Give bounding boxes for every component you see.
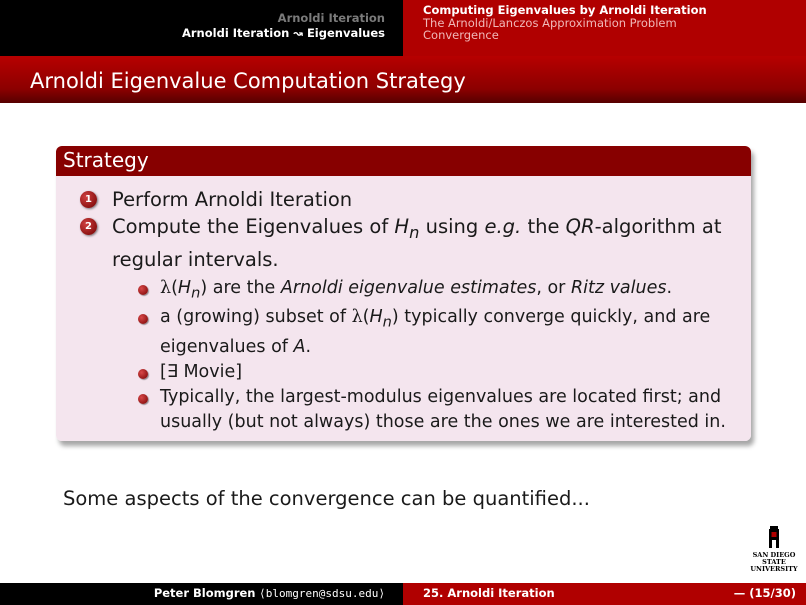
footer-email: ⟨blomgren@sdsu.edu⟩ — [259, 587, 385, 600]
sub-item-4 — [76, 385, 741, 435]
sub-item-2 — [76, 305, 741, 360]
header-section-link[interactable]: Arnoldi Iteration — [277, 11, 385, 25]
enum-text-2-post: -algorithm at regular intervals. — [112, 215, 722, 271]
footer-talk-title: 25. Arnoldi Iteration — [423, 586, 555, 600]
university-tower-icon — [767, 526, 781, 548]
math-A: A — [293, 336, 306, 357]
sdsu-logo — [744, 526, 804, 573]
logo-line-1: SAN DIEGO STATE — [752, 551, 796, 566]
header-subsection-1[interactable]: Computing Eigenvalues by Arnoldi Iteration — [423, 3, 707, 17]
math-paren: ( — [362, 307, 370, 328]
sub-item-1-em2: Ritz values — [570, 277, 667, 298]
body-paragraph: Some aspects of the convergence can be quantified... — [63, 487, 590, 510]
math-lambda: λ — [160, 277, 172, 298]
math-paren: ) — [200, 277, 208, 298]
enum-text-2-the: the — [521, 215, 566, 238]
header-current-subsection[interactable]: Arnoldi Iteration ↝ Eigenvalues — [181, 26, 385, 40]
bullet-icon — [138, 369, 148, 379]
enum-item-1 — [76, 186, 741, 213]
sub-item-1-mid: , or — [536, 277, 571, 298]
math-paren: ( — [171, 277, 178, 298]
math-lambda: λ — [351, 307, 363, 328]
logo-line-2: UNIVERSITY — [750, 565, 798, 573]
header-subsection-nav — [403, 0, 806, 56]
block-title: Strategy — [56, 146, 751, 176]
math-H: H — [369, 307, 383, 328]
sub-item-1-text: are the — [207, 277, 281, 298]
footer-author-name: Peter Blomgren — [153, 586, 256, 600]
sub-item-2-end: . — [305, 336, 312, 357]
math-H: H — [177, 277, 192, 298]
bullet-icon — [138, 314, 148, 324]
sub-item-2-post: ) typically converge quickly, and are eigenvalues of — [160, 307, 711, 357]
sub-item-1-end: . — [666, 277, 673, 298]
enum-text-2-eg: e.g. — [484, 215, 522, 238]
footer-talk — [403, 583, 806, 605]
enum-number-2-icon: 2 — [80, 218, 97, 235]
math-qr: QR — [565, 215, 595, 238]
movie-link[interactable]: [∃ Movie] — [160, 361, 243, 382]
enum-number-1-icon: 1 — [80, 191, 97, 208]
sub-item-1-em1: Arnoldi eigenvalue estimates — [280, 277, 537, 298]
enum-text-2-mid: using — [419, 215, 485, 238]
math-H: H — [394, 215, 410, 238]
sub-item-4-text: Typically, the largest-modulus eigenvalues are located first; and usually (but not always) those are the ones we are interested in. — [160, 386, 726, 432]
header-section-nav — [0, 0, 403, 56]
header-subsection-2[interactable]: The Arnoldi/Lanczos Approximation Problem — [423, 15, 677, 30]
math-n: n — [409, 222, 420, 242]
sub-item-list — [76, 276, 741, 435]
footer-author — [0, 583, 403, 605]
block-body — [56, 176, 751, 441]
bullet-icon — [138, 285, 148, 295]
footer-page-number: — (15/30) — [733, 586, 796, 600]
footer-bar — [0, 583, 806, 605]
header-bar — [0, 0, 806, 56]
math-n: n — [382, 313, 392, 331]
enum-item-2 — [76, 213, 741, 273]
sub-item-3 — [76, 360, 741, 385]
enum-text-2-pre: Compute the Eigenvalues of — [112, 215, 395, 238]
frame-title: Arnoldi Eigenvalue Computation Strategy — [0, 56, 806, 103]
strategy-block — [56, 146, 751, 441]
enum-text-1: Perform Arnoldi Iteration — [112, 188, 353, 211]
bullet-icon — [138, 394, 148, 404]
header-subsection-3[interactable]: Convergence — [423, 28, 499, 42]
sub-item-2-pre: a (growing) subset of — [160, 307, 352, 328]
math-n: n — [191, 284, 201, 302]
sub-item-1 — [76, 276, 741, 306]
